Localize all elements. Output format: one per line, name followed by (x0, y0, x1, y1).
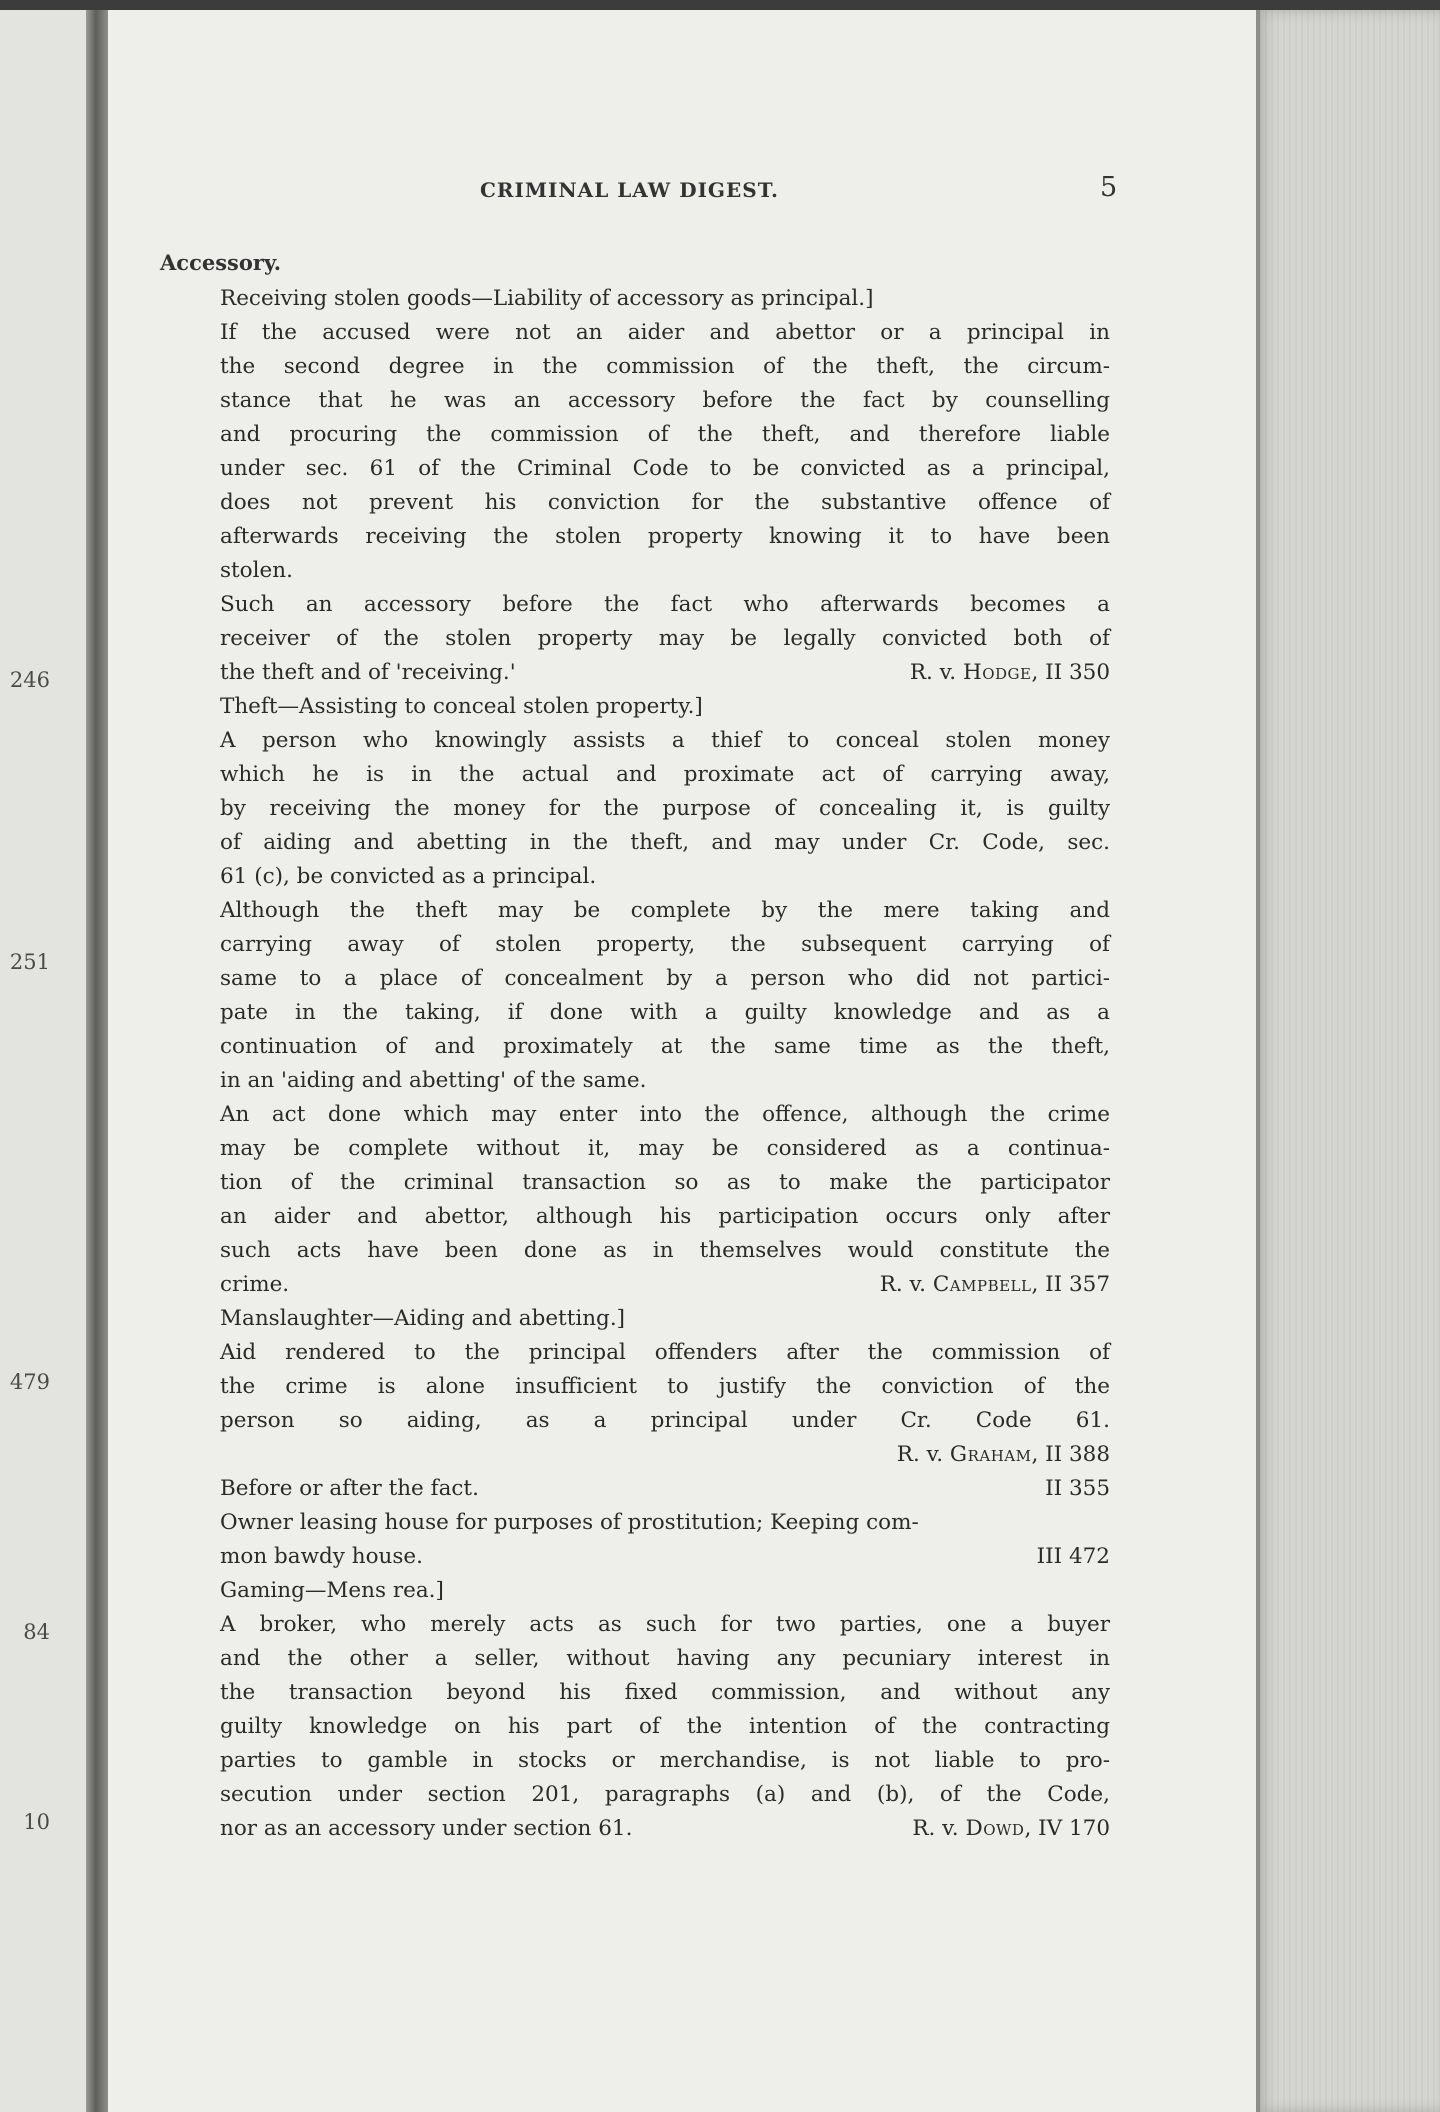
entry-title: Owner leasing house for purposes of prostitution; Keeping com- (220, 1510, 919, 1535)
digest-entry (220, 282, 1110, 690)
entry-text-line: does not prevent his conviction for the substantive offence of (220, 490, 1110, 515)
entry-text-line: the second degree in the commission of the theft, the circum- (220, 354, 1110, 379)
citation-prefix: R. v. (896, 1442, 950, 1467)
entry-text-line: guilty knowledge on his part of the intention of the contracting (220, 1714, 1110, 1739)
entry-title: Receiving stolen goods—Liability of accessory as principal.] (220, 286, 874, 311)
citation-reference: , II 388 (1031, 1442, 1110, 1467)
citation-line (220, 1438, 1110, 1472)
entry-text-line: stolen. (220, 558, 293, 583)
entry-text-line: A person who knowingly assists a thief to conceal stolen money (220, 728, 1110, 753)
section-heading: Accessory. (160, 250, 282, 275)
margin-number: 10 (23, 1810, 50, 1834)
entry-title: Gaming—Mens rea.] (220, 1578, 444, 1603)
margin-number: 246 (9, 668, 50, 692)
margin-number: 479 (9, 1370, 50, 1394)
margin-number: 84 (23, 1620, 50, 1644)
case-name: Graham (949, 1442, 1032, 1467)
digest-entry (220, 1574, 1110, 1846)
page-stack-edges (1256, 10, 1440, 2112)
entry-text-line: crime. (220, 1272, 290, 1297)
entry-text-line: which he is in the actual and proximate act of carrying away, (220, 762, 1110, 787)
entry-title-line (220, 1472, 1110, 1506)
entry-title: Manslaughter—Aiding and abetting.] (220, 1306, 626, 1331)
entry-text-line: An act done which may enter into the offence, although the crime (220, 1102, 1110, 1127)
entry-text-line: by receiving the money for the purpose of concealing it, is guilty (220, 796, 1110, 821)
entry-text-line: may be complete without it, may be considered as a continua- (220, 1136, 1110, 1161)
digest-entry (220, 1302, 1110, 1472)
page-number: 5 (1100, 172, 1118, 203)
citation-line (220, 1812, 1110, 1846)
entry-text-line: parties to gamble in stocks or merchandise, is not liable to pro- (220, 1748, 1110, 1773)
facing-page-edge (0, 10, 92, 2112)
citation-prefix: R. v. (912, 1816, 966, 1841)
digest-entry (220, 690, 1110, 1302)
entry-text-line: the transaction beyond his fixed commission, and without any (220, 1680, 1110, 1705)
entry-text-line: mon bawdy house. (220, 1544, 423, 1569)
running-head: CRIMINAL LAW DIGEST. (480, 178, 779, 202)
entry-text-line: Such an accessory before the fact who afterwards becomes a (220, 592, 1110, 617)
entry-text-line: and the other a seller, without having any pecuniary interest in (220, 1646, 1110, 1671)
case-citation (897, 1438, 1110, 1472)
digest-entry (220, 1472, 1110, 1506)
entry-title: Theft—Assisting to conceal stolen property.] (220, 694, 703, 719)
book-gutter (86, 10, 108, 2112)
entry-text-line: and procuring the commission of the theft, and therefore liable (220, 422, 1110, 447)
entry-text-line: person so aiding, as a principal under Cr. Code 61. (220, 1408, 1110, 1433)
entry-text-line: nor as an accessory under section 61. (220, 1816, 633, 1841)
entry-text-line: afterwards receiving the stolen property knowing it to have been (220, 524, 1110, 549)
entry-text-line: pate in the taking, if done with a guilty knowledge and as a (220, 1000, 1110, 1025)
entry-text-line: an aider and abettor, although his participation occurs only after (220, 1204, 1110, 1229)
entry-text-line: stance that he was an accessory before the fact by counselling (220, 388, 1110, 413)
citation-reference: , IV 170 (1024, 1816, 1110, 1841)
entry-text-line: tion of the criminal transaction so as to make the participator (220, 1170, 1110, 1195)
entry-text-line: carrying away of stolen property, the subsequent carrying of (220, 932, 1110, 957)
entry-text-line: receiver of the stolen property may be legally convicted both of (220, 626, 1110, 651)
entry-text-line: continuation of and proximately at the same time as the theft, (220, 1034, 1110, 1059)
case-citation (880, 1268, 1110, 1302)
citation-reference: , II 350 (1031, 660, 1110, 685)
case-citation (910, 656, 1110, 690)
margin-number: 251 (9, 950, 50, 974)
citation-reference: , II 357 (1031, 1272, 1110, 1297)
case-name: Hodge (962, 660, 1032, 685)
citation-prefix: R. v. (879, 1272, 933, 1297)
entry-text-line: the theft and of 'receiving.' (220, 660, 516, 685)
citation-reference: II 355 (1045, 1476, 1110, 1501)
case-name: Campbell (932, 1272, 1032, 1297)
entry-text-line: secution under section 201, paragraphs (a) and (b), of the Code, (220, 1782, 1110, 1807)
case-citation (912, 1812, 1110, 1846)
entry-text-line: A broker, who merely acts as such for two parties, one a buyer (220, 1612, 1110, 1637)
case-name: Dowd (965, 1816, 1025, 1841)
entry-text-line: of aiding and abetting in the theft, and may under Cr. Code, sec. (220, 830, 1110, 855)
citation-line (220, 656, 1110, 690)
citation-prefix: R. v. (909, 660, 963, 685)
digest-entry (220, 1506, 1110, 1574)
entry-text-line: same to a place of concealment by a person who did not partici- (220, 966, 1110, 991)
entry-text-line: in an 'aiding and abetting' of the same. (220, 1068, 647, 1093)
entry-text-line: the crime is alone insufficient to justify the conviction of the (220, 1374, 1110, 1399)
citation-line (220, 1540, 1110, 1574)
entry-text-line: If the accused were not an aider and abettor or a principal in (220, 320, 1110, 345)
entry-title: Before or after the fact. (220, 1476, 479, 1501)
scan-top-edge (0, 0, 1440, 10)
citation-reference: III 472 (1036, 1544, 1110, 1569)
entry-text-line: such acts have been done as in themselves would constitute the (220, 1238, 1110, 1263)
entry-text-line: Although the theft may be complete by the mere taking and (220, 898, 1110, 923)
citation-line (220, 1268, 1110, 1302)
entry-text-line: under sec. 61 of the Criminal Code to be convicted as a principal, (220, 456, 1110, 481)
entry-text-line: Aid rendered to the principal offenders after the commission of (220, 1340, 1110, 1365)
entry-text-line: 61 (c), be convicted as a principal. (220, 864, 597, 889)
page-edge-shadow (1256, 10, 1260, 2112)
digest-entries (220, 282, 1110, 1846)
